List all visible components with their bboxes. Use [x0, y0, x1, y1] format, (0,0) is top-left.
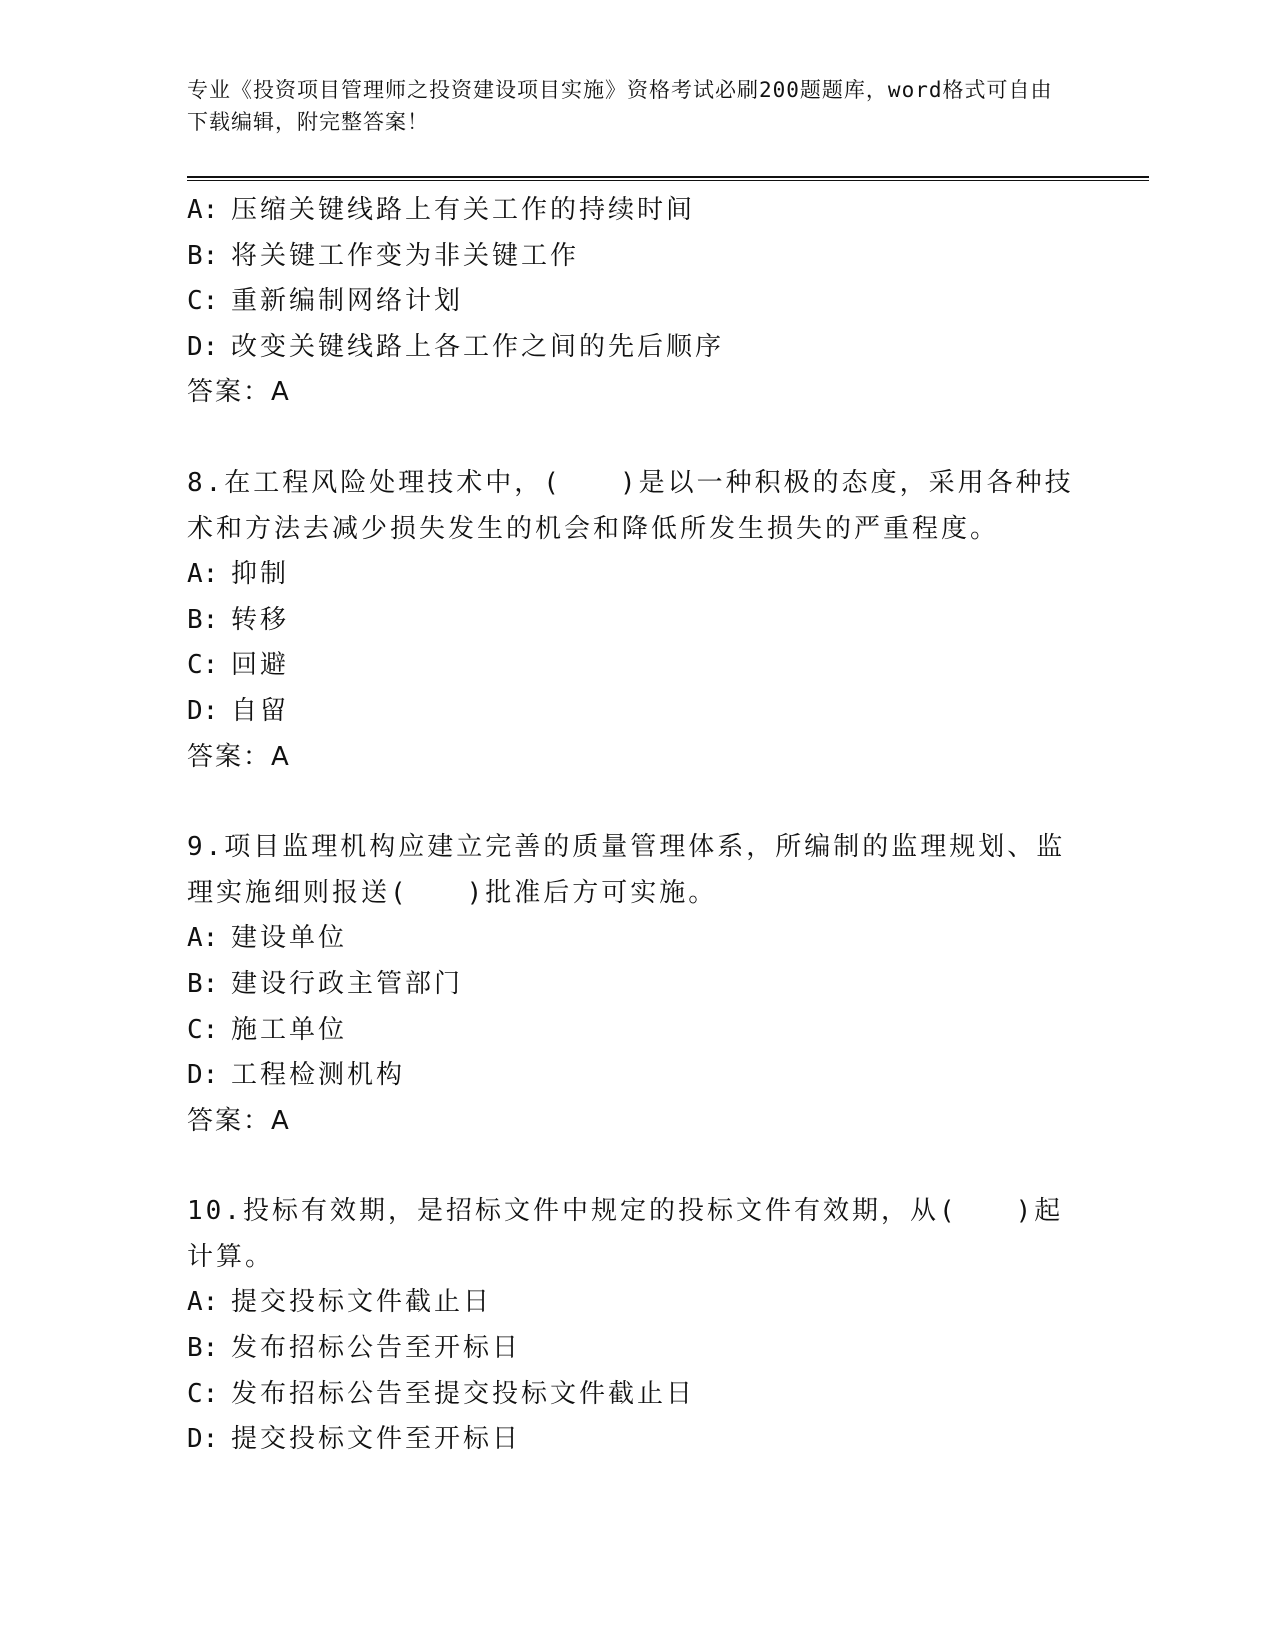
option-c: C: 施工单位 [187, 1014, 348, 1045]
option-c: C: 回避 [187, 650, 290, 681]
question-block [187, 1189, 1087, 1463]
option-b: B: 建设行政主管部门 [187, 968, 464, 999]
option-d: D: 工程检测机构 [187, 1060, 406, 1091]
answer: 答案：A [187, 741, 291, 772]
question-block [187, 188, 1087, 416]
question-block [187, 461, 1087, 780]
question-list [187, 188, 1087, 1463]
option-c: C: 发布招标公告至提交投标文件截止日 [187, 1378, 696, 1409]
option-a: A: 压缩关键线路上有关工作的持续时间 [187, 195, 696, 225]
option-c: C: 重新编制网络计划 [187, 286, 464, 317]
option-d: D: 提交投标文件至开标日 [187, 1424, 522, 1455]
option-b: B: 将关键工作变为非关键工作 [187, 240, 580, 271]
option-d: D: 改变关键线路上各工作之间的先后顺序 [187, 331, 725, 362]
option-a: A: 建设单位 [187, 923, 348, 954]
page-header: 专业《投资项目管理师之投资建设项目实施》资格考试必刷200题题库，word格式可自由下载编辑，附完整答案！ [187, 78, 1053, 134]
option-a: A: 提交投标文件截止日 [187, 1287, 493, 1318]
question-text: 10.投标有效期，是招标文件中规定的投标文件有效期，从( )起计算。 [187, 1196, 1064, 1272]
question-text: 8.在工程风险处理技术中，( )是以一种积极的态度，采用各种技术和方法去减少损失发生的机会和降低所发生损失的严重程度。 [187, 467, 1074, 544]
option-b: B: 发布招标公告至开标日 [187, 1333, 522, 1364]
question-block [187, 825, 1087, 1144]
option-d: D: 自留 [187, 695, 290, 726]
question-text: 9.项目监理机构应建立完善的质量管理体系，所编制的监理规划、监理实施细则报送( )批准后方可实施。 [187, 832, 1066, 908]
option-b: B: 转移 [187, 604, 290, 635]
header-divider [187, 176, 1149, 181]
answer: 答案：A [187, 377, 291, 408]
answer: 答案：A [187, 1105, 291, 1136]
option-a: A: 抑制 [187, 559, 290, 590]
